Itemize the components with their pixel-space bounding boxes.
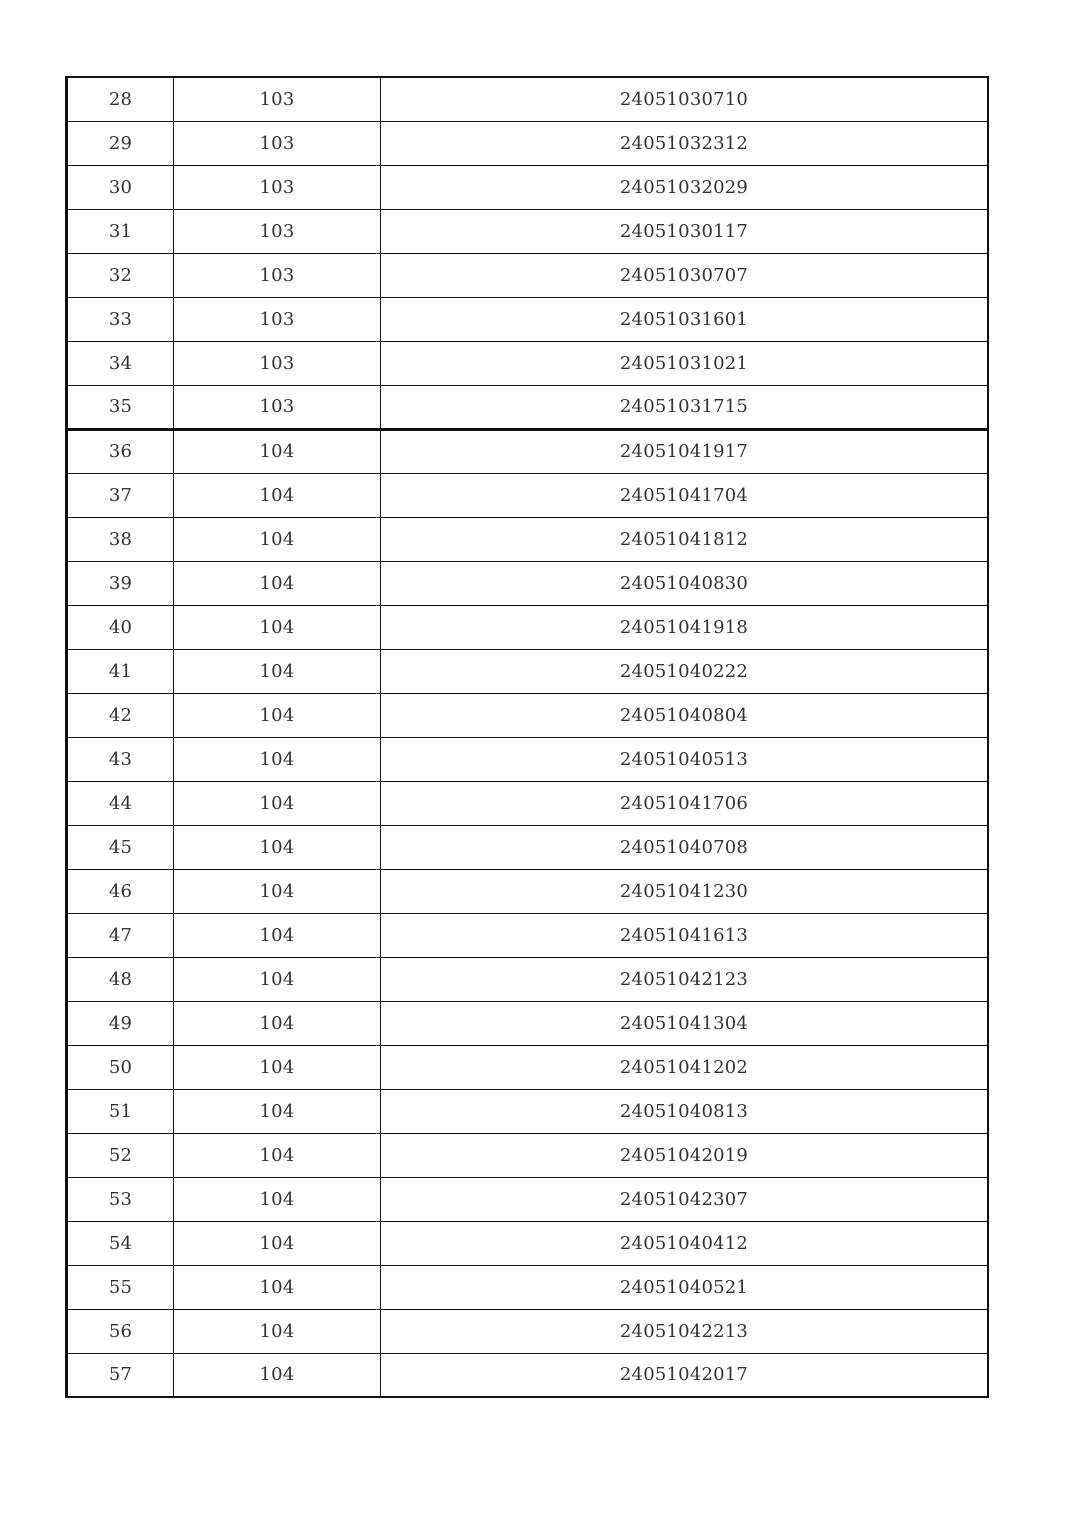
- group-code-cell: 104: [174, 737, 381, 781]
- table-row: [67, 1001, 989, 1045]
- candidate-id-cell: 24051030710: [381, 77, 989, 121]
- table-row: [67, 77, 989, 121]
- table-row: [67, 121, 989, 165]
- row-number-cell: 29: [67, 121, 174, 165]
- row-number-cell: 48: [67, 957, 174, 1001]
- roster-table: [65, 76, 989, 1398]
- candidate-id-cell: 24051040830: [381, 561, 989, 605]
- group-code-cell: 104: [174, 957, 381, 1001]
- candidate-id-cell: 24051041230: [381, 869, 989, 913]
- candidate-id-cell: 24051032312: [381, 121, 989, 165]
- row-number-cell: 37: [67, 473, 174, 517]
- row-number-cell: 55: [67, 1265, 174, 1309]
- row-number-cell: 45: [67, 825, 174, 869]
- table-row: [67, 1133, 989, 1177]
- candidate-id-cell: 24051040412: [381, 1221, 989, 1265]
- candidate-id-cell: 24051030117: [381, 209, 989, 253]
- table-row: [67, 913, 989, 957]
- group-code-cell: 104: [174, 649, 381, 693]
- candidate-id-cell: 24051040222: [381, 649, 989, 693]
- table-row: [67, 737, 989, 781]
- row-number-cell: 34: [67, 341, 174, 385]
- group-code-cell: 103: [174, 165, 381, 209]
- table-row: [67, 473, 989, 517]
- table-row: [67, 429, 989, 473]
- group-code-cell: 103: [174, 209, 381, 253]
- table-row: [67, 209, 989, 253]
- candidate-id-cell: 24051042019: [381, 1133, 989, 1177]
- row-number-cell: 49: [67, 1001, 174, 1045]
- row-number-cell: 54: [67, 1221, 174, 1265]
- row-number-cell: 57: [67, 1353, 174, 1397]
- candidate-id-cell: 24051042017: [619, 1364, 749, 1386]
- candidate-id-cell: 24051040513: [381, 737, 989, 781]
- row-number-cell: 53: [67, 1177, 174, 1221]
- group-code-cell: 104: [174, 1177, 381, 1221]
- table-row: [67, 1309, 989, 1353]
- table-row: [67, 561, 989, 605]
- candidate-id-cell: 24051030707: [381, 253, 989, 297]
- table-row: [67, 341, 989, 385]
- row-number-cell: 43: [67, 737, 174, 781]
- candidate-id-cell: 24051040804: [381, 693, 989, 737]
- group-code-cell: 103: [174, 341, 381, 385]
- row-number-cell: 28: [67, 77, 174, 121]
- table-row: [67, 693, 989, 737]
- row-number-cell: 47: [67, 913, 174, 957]
- candidate-id-cell: 24051041706: [381, 781, 989, 825]
- table-row: [67, 385, 989, 429]
- row-number-cell: 52: [67, 1133, 174, 1177]
- table-row: [67, 1265, 989, 1309]
- candidate-id-cell: 24051041918: [381, 605, 989, 649]
- candidate-id-cell: 24051041812: [381, 517, 989, 561]
- group-code-cell: 104: [174, 1353, 381, 1397]
- group-code-cell: 104: [174, 1265, 381, 1309]
- row-number-cell: 41: [67, 649, 174, 693]
- group-code-cell: 104: [174, 561, 381, 605]
- row-number-cell: 40: [67, 605, 174, 649]
- group-code-cell: 103: [174, 385, 381, 429]
- candidate-id-cell: 24051031021: [381, 341, 989, 385]
- row-number-cell: 50: [67, 1045, 174, 1089]
- table-row: [67, 869, 989, 913]
- candidate-id-cell: 24051031601: [381, 297, 989, 341]
- table-row: [67, 825, 989, 869]
- group-code-cell: 103: [174, 77, 381, 121]
- table-row: [67, 605, 989, 649]
- candidate-id-cell: 24051042213: [381, 1309, 989, 1353]
- table-row: [67, 1177, 989, 1221]
- candidate-id-cell: 24051040708: [381, 825, 989, 869]
- candidate-id-cell: 24051040813: [381, 1089, 989, 1133]
- row-number-cell: 46: [67, 869, 174, 913]
- table-row: [67, 1089, 989, 1133]
- row-number-cell: 31: [67, 209, 174, 253]
- group-code-cell: 104: [174, 1133, 381, 1177]
- group-code-cell: 103: [174, 253, 381, 297]
- candidate-id-cell: 24051041613: [381, 913, 989, 957]
- group-code-cell: 104: [174, 913, 381, 957]
- row-number-cell: 44: [67, 781, 174, 825]
- table-row: [67, 297, 989, 341]
- group-code-cell: 104: [174, 473, 381, 517]
- candidate-id-cell: 24051040521: [381, 1265, 989, 1309]
- group-code-cell: 104: [174, 825, 381, 869]
- group-code-cell: 104: [174, 781, 381, 825]
- row-number-cell: 51: [67, 1089, 174, 1133]
- group-code-cell: 104: [174, 1045, 381, 1089]
- table-row: [67, 649, 989, 693]
- row-number-cell: 32: [67, 253, 174, 297]
- group-code-cell: 104: [174, 1309, 381, 1353]
- group-code-cell: 103: [174, 297, 381, 341]
- candidate-id-cell: 24051041704: [381, 473, 989, 517]
- candidate-id-cell: 24051041917: [381, 429, 989, 473]
- row-number-cell: 35: [67, 385, 174, 429]
- table-row: [67, 781, 989, 825]
- group-code-cell: 104: [174, 869, 381, 913]
- table-row: [67, 1045, 989, 1089]
- candidate-id-cell: 24051041304: [381, 1001, 989, 1045]
- candidate-id-cell: 24051042307: [381, 1177, 989, 1221]
- table-row: [67, 165, 989, 209]
- table-row: [67, 253, 989, 297]
- row-number-cell: 30: [67, 165, 174, 209]
- candidate-id-cell: 24051032029: [381, 165, 989, 209]
- group-code-cell: 104: [174, 605, 381, 649]
- row-number-cell: 39: [67, 561, 174, 605]
- table-row: [67, 957, 989, 1001]
- row-number-cell: 42: [67, 693, 174, 737]
- group-code-cell: 104: [174, 1001, 381, 1045]
- table-row: [67, 1353, 989, 1397]
- group-code-cell: 104: [174, 693, 381, 737]
- row-number-cell: 36: [67, 429, 174, 473]
- row-number-cell: 33: [67, 297, 174, 341]
- roster-table-body: [67, 77, 989, 1397]
- candidate-id-cell: 24051041202: [381, 1045, 989, 1089]
- group-code-cell: 103: [174, 121, 381, 165]
- candidate-id-cell: 24051042123: [381, 957, 989, 1001]
- group-code-cell: 104: [174, 429, 381, 473]
- table-row: [67, 1221, 989, 1265]
- group-code-cell: 104: [174, 517, 381, 561]
- table-row: [67, 517, 989, 561]
- row-number-cell: 56: [67, 1309, 174, 1353]
- candidate-id-cell: 24051031715: [381, 385, 989, 429]
- group-code-cell: 104: [174, 1221, 381, 1265]
- row-number-cell: 38: [67, 517, 174, 561]
- group-code-cell: 104: [174, 1089, 381, 1133]
